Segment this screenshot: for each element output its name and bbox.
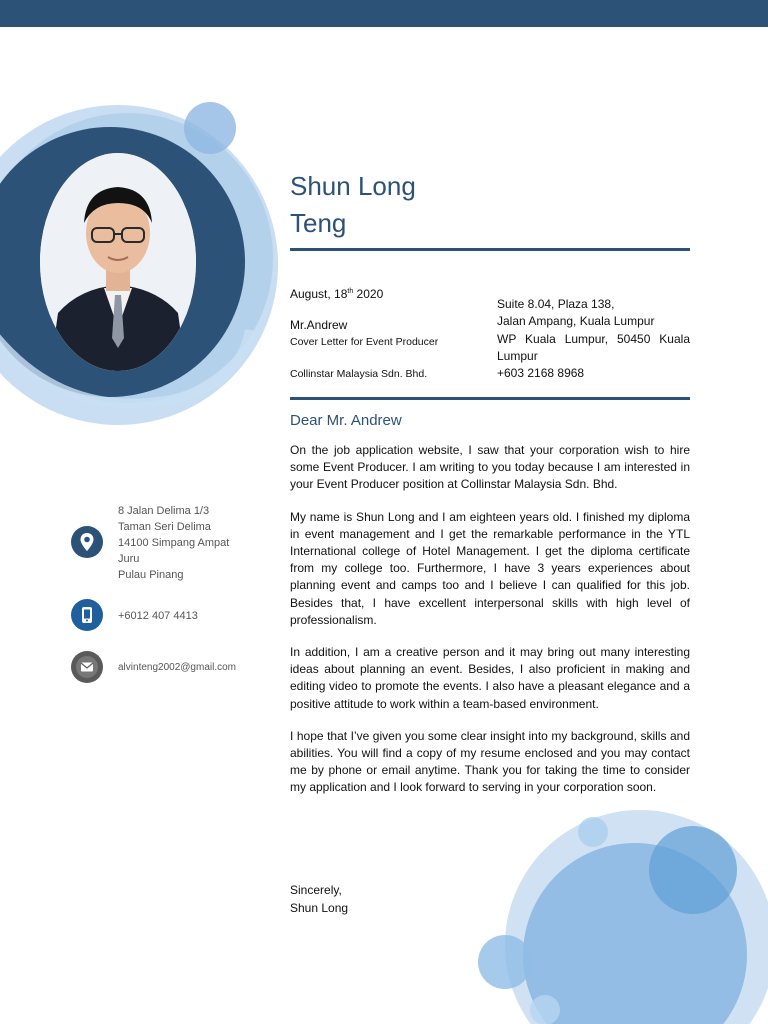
date-day: August, 18 [290, 287, 348, 301]
address-line: Jalan Ampang, Kuala Lumpur [497, 314, 655, 329]
letter-subject: Cover Letter for Event Producer [290, 336, 439, 348]
recipient-address [497, 296, 690, 382]
contact-phone[interactable]: +6012 407 4413 [118, 610, 198, 622]
closing-phrase: Sincerely, [290, 883, 342, 897]
recipient-phone: +603 2168 8968 [497, 366, 585, 381]
applicant-name [290, 168, 416, 242]
top-bar [0, 0, 768, 27]
contact-address-line: Pulau Pinang [118, 569, 184, 581]
contact-address [118, 503, 229, 583]
contact-address-line: 14100 Simpang Ampat [118, 537, 230, 549]
paragraph: On the job application website, I saw that your corporation wish to hire some Event Producer. I am writing to you today because I am interested in your Event Producer position at Collinstar Malaysia Sdn. Bhd. [290, 443, 690, 492]
paragraph: I hope that I’ve given you some clear insight into my background, skills and abilities. You will find a copy of my resume enclosed and you may contact me by phone or email anytime. Thank you for taking the time to consider my application and I look forward to serving in your corporation soon. [290, 728, 690, 795]
profile-photo [40, 153, 196, 371]
address-line: WP Kuala Lumpur, 50450 Kuala Lumpur [497, 331, 690, 363]
contact-address-line: 8 Jalan Delima 1/3 [118, 505, 210, 517]
salutation: Dear Mr. Andrew [290, 412, 402, 429]
contact-address-line: Juru [118, 553, 140, 565]
letter-closing [290, 881, 348, 917]
letter-body [290, 442, 690, 812]
portrait-illustration [40, 153, 196, 371]
paragraph: My name is Shun Long and I am eighteen years old. I finished my diploma in event management and I get the remarkable performance in the YTL International college of Hotel Management. I get the diploma certificate from my college too. Furthermore, I have 3 years experiences about planning event and camps too and I believe I can qualified for this job. Besides that, I have excellent interpersonal skills with high level of professionalism. [290, 509, 690, 627]
location-pin-icon [70, 525, 104, 559]
recipient-company: Collinstar Malaysia Sdn. Bhd. [290, 368, 428, 380]
section-rule [290, 397, 690, 400]
address-line: Suite 8.04, Plaza 138, [497, 297, 615, 311]
date-year: 2020 [353, 287, 384, 301]
letter-date [290, 287, 383, 301]
name-line-1: Shun Long [290, 171, 416, 201]
paragraph: In addition, I am a creative person and it may bring out many interesting ideas about planning an event. Besides, I also proficient in making and editing video to promote the events. I also have a pleasant elegance and a positive attitude to work within a team-based environment. [290, 645, 690, 711]
header-rule [290, 248, 690, 251]
name-line-2: Teng [290, 208, 347, 238]
signature-name: Shun Long [290, 901, 349, 915]
date-ordinal: th [347, 288, 354, 295]
contact-address-line: Taman Seri Delima [118, 521, 211, 533]
contact-email[interactable]: alvinteng2002@gmail.com [118, 662, 236, 673]
recipient-name: Mr.Andrew [290, 318, 348, 332]
phone-icon [70, 598, 104, 632]
email-icon [70, 650, 104, 684]
